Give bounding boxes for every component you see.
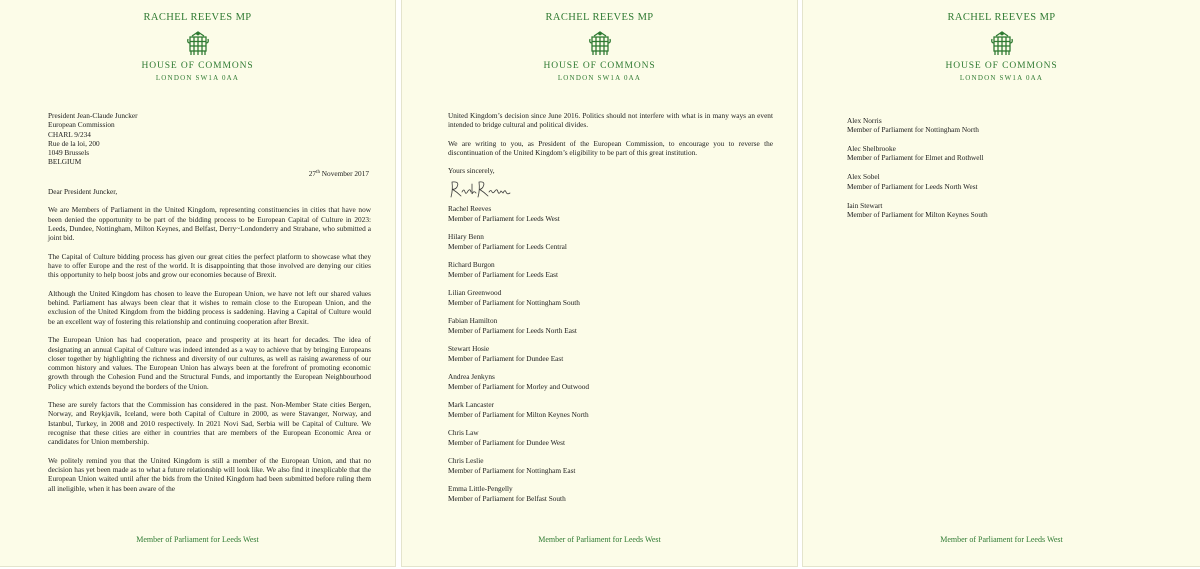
signatory-name: Mark Lancaster <box>448 400 494 410</box>
portcullis-icon <box>187 31 209 57</box>
signatory-name: Alex Sobel <box>847 172 880 182</box>
letterhead <box>803 8 1200 82</box>
letter-page-2 <box>402 0 797 566</box>
paragraph: Although the United Kingdom has chosen to leave the European Union, we have not left our shared values behind. Parliament has always been clear that it wishes to remain close to the European Union, and the exclusion of the United Kingdom from the bidding process is saddening. Having a Capital of Culture would be an excellent way of fostering this relationship and continuing cooperation after Brexit. <box>48 288 371 326</box>
signatory <box>448 288 773 307</box>
signoff: Yours sincerely, <box>448 166 495 176</box>
paragraph: We are writing to you, as President of the European Commission, to encourage you to reverse the discontinuation of the United Kingdom’s eligibility to be part of this great institution. <box>448 138 773 157</box>
address-line: President Jean-Claude Juncker <box>48 111 138 120</box>
house-of-commons: HOUSE OF COMMONS <box>945 61 1058 71</box>
paragraph: These are surely factors that the Commission has considered in the past. Non-Member State cities Bergen, Norway, and Reykjavik, Iceland, were both Capital of Culture in 2000, as were Stavanger, Norway, and Istanbul, Turkey, in 2008 and 2010 respectively. In 2021 Novi Sad, Serbia will be Capital of Culture. We recognise that these cities are either in countries that are members of the European Economic Area or candidates for Union membership. <box>48 400 371 447</box>
letter-body <box>847 116 1176 229</box>
mp-name: RACHEL REEVES MP <box>143 12 252 23</box>
paragraphs <box>48 205 371 493</box>
signatory-role: Member of Parliament for Milton Keynes South <box>847 209 988 219</box>
signatory <box>448 484 773 503</box>
signatory-name: Alec Shelbrooke <box>847 144 896 154</box>
signatory-name: Alex Norris <box>847 116 882 125</box>
signatory <box>448 400 773 419</box>
letter-footer: Member of Parliament for Leeds West <box>940 535 1063 544</box>
signatory-name: Stewart Hosie <box>448 344 490 354</box>
signatory <box>448 428 773 447</box>
signatory-role: Member of Parliament for Elmet and Rothwell <box>847 153 984 163</box>
signatory-name: Emma Little-Pengelly <box>448 484 513 494</box>
portcullis-icon <box>991 31 1013 57</box>
letterhead <box>0 8 395 82</box>
signatory-name: Lilian Greenwood <box>448 288 502 298</box>
recipient-address <box>48 111 371 167</box>
signatory-role: Member of Parliament for Leeds West <box>448 213 560 223</box>
signatory-role: Member of Parliament for Leeds Central <box>448 241 567 251</box>
mp-name: RACHEL REEVES MP <box>545 12 654 23</box>
address-line: LONDON SW1A 0AA <box>959 74 1044 82</box>
signatory-role: Member of Parliament for Belfast South <box>448 493 566 503</box>
mp-name: RACHEL REEVES MP <box>947 12 1056 23</box>
address-line: CHARL 9/234 <box>48 129 91 139</box>
signatory-role: Member of Parliament for Dundee East <box>448 353 564 363</box>
paragraph: United Kingdom’s decision since June 2016. Politics should not interfere with what is in many ways an event intended to bridge cultural and political divides. <box>448 111 773 130</box>
date-month-year: November 2017 <box>319 168 369 178</box>
signatory-name: Hilary Benn <box>448 232 484 242</box>
letter-footer: Member of Parliament for Leeds West <box>136 535 259 544</box>
letter-date <box>48 169 371 178</box>
address-line: 1049 Brussels <box>48 148 90 158</box>
signatory-name: Fabian Hamilton <box>448 316 498 326</box>
signatory <box>448 204 773 223</box>
letter-page-3 <box>803 0 1200 566</box>
signatory-role: Member of Parliament for Leeds East <box>448 269 559 279</box>
signatory-name: Iain Stewart <box>847 200 883 210</box>
address-line: European Commission <box>48 120 115 130</box>
letter-body <box>448 111 773 512</box>
paragraph: We are Members of Parliament in the United Kingdom, representing constituencies in cities that have now been denied the opportunity to be part of the bidding process to be European Capital of Culture in 2023: Leeds, Dundee, Nottingham, Milton Keynes, and Belfast, Derry~Londonderry and Strabane, who submitted a joint bid. <box>48 205 371 243</box>
paragraph: The European Union has had cooperation, peace and prosperity at its heart for decades. The idea of designating an annual Capital of Culture was indeed intended as a way to achieve that by bringing Europeans closer together by highlighting the richness and diversity of our cultures, as well as raising awareness of our common history and values. The European Union has always been at the forefront of promoting economic growth through the Cohesion Fund and the Structural Funds, and importantly the European Neighbourhood Policy which extends beyond the borders of the Union. <box>48 335 371 391</box>
address-line: BELGIUM <box>48 157 82 167</box>
signatory-list <box>448 204 773 502</box>
signatory <box>448 456 773 475</box>
signatory <box>448 232 773 251</box>
signatory <box>847 144 1176 163</box>
signatory-role: Member of Parliament for Morley and Outwood <box>448 381 590 391</box>
date-day: 27 <box>308 168 317 178</box>
signatory <box>847 116 1176 135</box>
signatory-name: Richard Burgon <box>448 260 495 270</box>
signatory-name: Rachel Reeves <box>448 204 492 214</box>
signatory <box>448 372 773 391</box>
signatory-name: Andrea Jenkyns <box>448 372 495 382</box>
signatory <box>448 316 773 335</box>
letter-page-1 <box>0 0 395 566</box>
letter-footer: Member of Parliament for Leeds West <box>538 535 661 544</box>
date-suffix: th <box>316 169 320 175</box>
signatory-role: Member of Parliament for Milton Keynes North <box>448 409 589 419</box>
letter-body <box>48 111 371 502</box>
signatory-role: Member of Parliament for Nottingham East <box>448 465 576 475</box>
signature-icon <box>448 178 518 200</box>
signatory-role: Member of Parliament for Dundee West <box>448 437 566 447</box>
signatory-role: Member of Parliament for Leeds North East <box>448 325 577 335</box>
signatory <box>448 344 773 363</box>
house-of-commons: HOUSE OF COMMONS <box>141 61 254 71</box>
signatory-name: Chris Law <box>448 428 479 438</box>
address-line: LONDON SW1A 0AA <box>557 74 642 82</box>
signatory-role: Member of Parliament for Nottingham North <box>847 125 979 135</box>
signatory-name: Chris Leslie <box>448 456 484 466</box>
house-of-commons: HOUSE OF COMMONS <box>543 61 656 71</box>
signatory <box>847 172 1176 191</box>
signatory <box>847 201 1176 220</box>
address-line: Rue de la loi, 200 <box>48 138 100 148</box>
paragraph: We politely remind you that the United Kingdom is still a member of the European Union, and that no decision has yet been made as to what a future relationship will look like. We also find it inexplicable that the European Union waited until after the bids from the United Kingdom had been submitted before ruling them all ineligible, when it has been aware of the <box>48 455 371 493</box>
signatory <box>448 260 773 279</box>
salutation: Dear President Juncker, <box>48 187 118 197</box>
signatory-role: Member of Parliament for Leeds North West <box>847 181 978 191</box>
address-line: LONDON SW1A 0AA <box>155 74 240 82</box>
paragraph: The Capital of Culture bidding process has given our great cities the perfect platform to showcase what they have to offer Europe and the rest of the world. It is disappointing that those involved are denying our cities this opportunity to help boost jobs and grow our economies because of Brexit. <box>48 251 371 280</box>
signatory-role: Member of Parliament for Nottingham South <box>448 297 580 307</box>
letterhead <box>402 8 797 82</box>
portcullis-icon <box>589 31 611 57</box>
signatory-list <box>847 116 1176 219</box>
